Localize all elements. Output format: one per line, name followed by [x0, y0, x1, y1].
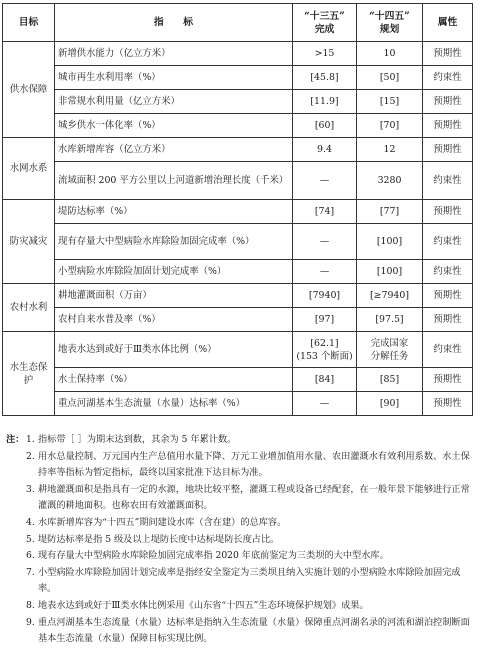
property-cell: 预期性	[423, 368, 473, 392]
header-indicator: 指 标	[55, 4, 293, 42]
table-row	[3, 260, 473, 284]
goal-cell: 水生态保护	[3, 332, 55, 416]
goal-cell: 防灾减灾	[3, 200, 55, 284]
indicator-cell: 地表水达到或好于Ⅲ类水体比例（%）	[55, 332, 293, 368]
note-text: 耕地灌溉面积是指具有一定的水源，地块比较平整，灌溉工程或设备已经配套，在一般年景下能够进行正常灌溉的耕地面积。也称农田有效灌溉面积。	[38, 483, 470, 512]
indicator-cell: 小型病险水库除险加固计划完成率（%）	[55, 260, 293, 284]
note-number: 8.	[26, 599, 35, 611]
note-text: 现有存量大中型病险水库除险加固完成率指 2020 年底前鉴定为三类坝的大中型水库。	[38, 550, 389, 562]
property-cell: 约束性	[423, 66, 473, 90]
value-13th-cell: [97]	[293, 308, 357, 332]
indicator-cell: 堤防达标率（%）	[55, 200, 293, 224]
note-item	[4, 432, 474, 449]
note-number: 2.	[26, 450, 35, 462]
value-14th-cell: [100]	[357, 224, 423, 260]
value-14th-cell: 3280	[357, 162, 423, 200]
indicator-cell: 农村自来水普及率（%）	[55, 308, 293, 332]
value-13th-cell: [7940]	[293, 284, 357, 308]
table-body	[3, 42, 473, 416]
note-text: 重点河湖基本生态流量（水量）达标率是指纳入生态流量（水量）保障重点河湖名录的河流和湖泊控制断面基本生态流量（水量）保障目标实现比例。	[38, 616, 470, 645]
property-cell: 预期性	[423, 308, 473, 332]
value-14th-cell: [100]	[357, 260, 423, 284]
note-number: 5.	[26, 533, 35, 545]
property-cell: 预期性	[423, 200, 473, 224]
value-14th-cell: 10	[357, 42, 423, 66]
note-item	[4, 449, 474, 482]
indicator-cell: 流域面积 200 平方公里以上河道新增治理长度（千米）	[55, 162, 293, 200]
note-text: 指标带［ ］为期末达到数，其余为 5 年累计数。	[38, 434, 237, 445]
property-cell: 预期性	[423, 138, 473, 162]
property-cell: 预期性	[423, 114, 473, 138]
value-13th-cell: —	[293, 260, 357, 284]
value-13th-cell: —	[293, 392, 357, 416]
value-13th-cell: [11.9]	[293, 90, 357, 114]
value-14th-cell: [50]	[357, 66, 423, 90]
property-cell: 约束性	[423, 332, 473, 368]
indicator-cell: 城市再生水利用率（%）	[55, 66, 293, 90]
table-row	[3, 90, 473, 114]
note-text: 用水总量控制、万元国内生产总值用水量下降、万元工业增加值用水量、农田灌溉水有效利用系数、水土保持率等指标为暂定指标，最终以国家批准下达目标为准。	[38, 450, 470, 479]
property-cell: 预期性	[423, 90, 473, 114]
indicator-cell: 重点河湖基本生态流量（水量）达标率（%）	[55, 392, 293, 416]
table-row	[3, 224, 473, 260]
note-item	[4, 548, 474, 565]
value-13th-cell: [45.8]	[293, 66, 357, 90]
header-13th-plan: “十三五” 完成	[293, 4, 357, 42]
value-14th-cell: 完成国家 分解任务	[357, 332, 423, 368]
indicator-cell: 水库新增库容（亿立方米）	[55, 138, 293, 162]
value-13th-cell: [74]	[293, 200, 357, 224]
note-number: 3.	[26, 483, 35, 495]
table-row	[3, 138, 473, 162]
value-14th-cell: [90]	[357, 392, 423, 416]
header-14th-plan: “十四五” 规划	[357, 4, 423, 42]
note-item	[4, 615, 474, 648]
indicator-cell: 耕地灌溉面积（万亩）	[55, 284, 293, 308]
value-14th-cell: [70]	[357, 114, 423, 138]
note-number: 9.	[26, 616, 35, 628]
value-13th-cell: —	[293, 162, 357, 200]
note-number: 1.	[26, 434, 35, 445]
property-cell: 约束性	[423, 260, 473, 284]
value-13th-cell: [62.1] (153 个断面)	[293, 332, 357, 368]
table-row	[3, 200, 473, 224]
notes-title: 注：	[6, 434, 25, 445]
note-item	[4, 598, 474, 615]
header-property: 属性	[423, 4, 473, 42]
goal-cell: 水网水系	[3, 138, 55, 200]
value-14th-cell: 12	[357, 138, 423, 162]
indicator-cell: 非常规水利用量（亿立方米）	[55, 90, 293, 114]
header-goal: 目标	[3, 4, 55, 42]
value-14th-cell: [77]	[357, 200, 423, 224]
table-row	[3, 66, 473, 90]
note-item	[4, 532, 474, 549]
property-cell: 约束性	[423, 162, 473, 200]
value-14th-cell: [85]	[357, 368, 423, 392]
note-item	[4, 482, 474, 515]
table-row	[3, 368, 473, 392]
indicator-cell: 新增供水能力（亿立方米）	[55, 42, 293, 66]
note-text: 地表水达到或好于Ⅲ类水体比例采用《山东省“十四五”生态环境保护规划》成果。	[38, 599, 369, 611]
note-text: 堤防达标率是指 5 级及以上堤防长度中达标堤防长度占比。	[38, 533, 280, 545]
table-row	[3, 392, 473, 416]
property-cell: 预期性	[423, 392, 473, 416]
note-number: 7.	[26, 566, 35, 578]
property-cell: 约束性	[423, 224, 473, 260]
property-cell: 预期性	[423, 284, 473, 308]
indicator-table	[2, 3, 473, 416]
note-number: 6.	[26, 550, 35, 562]
table-row	[3, 308, 473, 332]
property-cell: 预期性	[423, 42, 473, 66]
value-13th-cell: [84]	[293, 368, 357, 392]
value-13th-cell: [60]	[293, 114, 357, 138]
table-row	[3, 284, 473, 308]
indicator-cell: 现有存量大中型病险水库除险加固完成率（%）	[55, 224, 293, 260]
value-14th-cell: [15]	[357, 90, 423, 114]
goal-cell: 农村水利	[3, 284, 55, 332]
note-text: 小型病险水库除险加固计划完成率是指经安全鉴定为三类坝且纳入实施计划的小型病险水库除险加固完成率。	[38, 566, 461, 595]
table-header-row	[3, 4, 473, 42]
note-item	[4, 515, 474, 532]
table-row	[3, 332, 473, 368]
value-13th-cell: 9.4	[293, 138, 357, 162]
value-13th-cell: >15	[293, 42, 357, 66]
value-14th-cell: [97.5]	[357, 308, 423, 332]
value-13th-cell: —	[293, 224, 357, 260]
table-row	[3, 162, 473, 200]
table-row	[3, 114, 473, 138]
note-text: 水库新增库容为“十四五”期间建设水库（含在建）的总库容。	[38, 516, 287, 528]
notes-section	[4, 432, 474, 648]
indicator-cell: 水土保持率（%）	[55, 368, 293, 392]
note-item	[4, 565, 474, 598]
note-number: 4.	[26, 516, 35, 528]
goal-cell: 供水保障	[3, 42, 55, 138]
indicator-cell: 城乡供水一体化率（%）	[55, 114, 293, 138]
value-14th-cell: [≥7940]	[357, 284, 423, 308]
table-row	[3, 42, 473, 66]
